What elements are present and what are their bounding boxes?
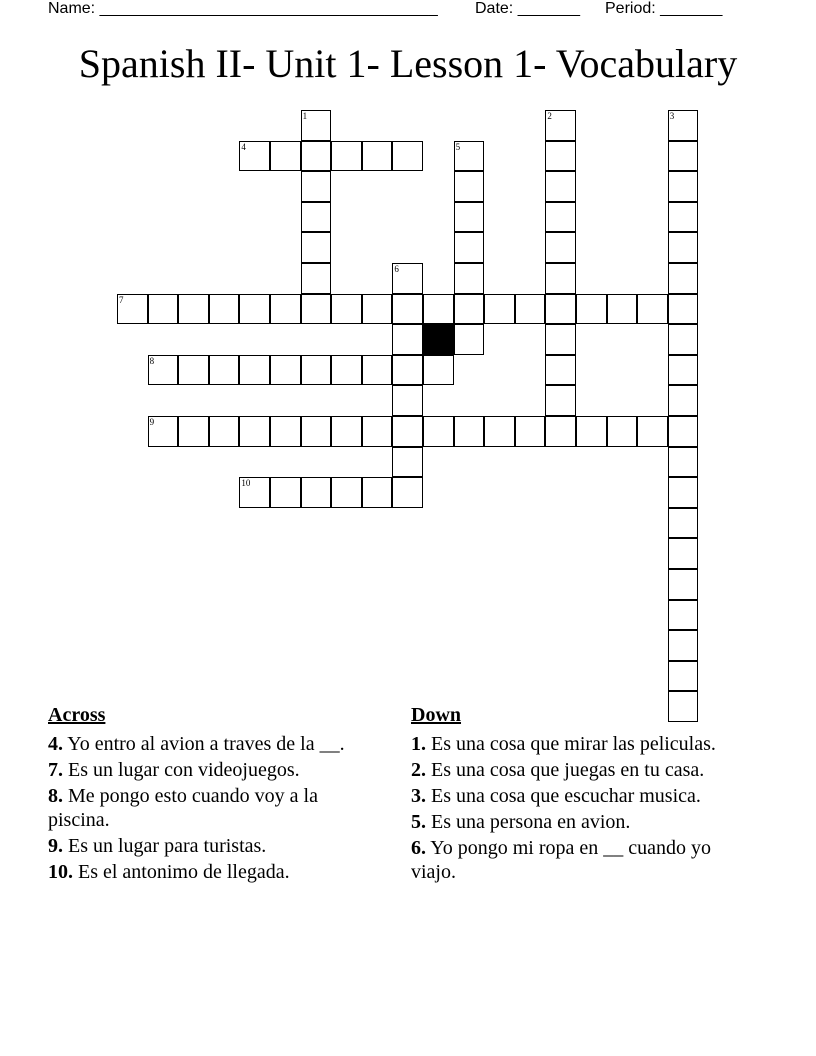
- clue-number-label: 1.: [411, 733, 426, 755]
- black-cell: [423, 324, 454, 355]
- crossword-cell[interactable]: [148, 416, 179, 447]
- crossword-cell[interactable]: [301, 355, 332, 386]
- crossword-cell[interactable]: [209, 416, 240, 447]
- clue-number-label: 4.: [48, 733, 63, 755]
- crossword-cell[interactable]: [545, 232, 576, 263]
- crossword-cell[interactable]: [209, 294, 240, 325]
- crossword-cell[interactable]: [607, 416, 638, 447]
- clue-number: 6: [394, 264, 399, 274]
- crossword-cell[interactable]: [239, 355, 270, 386]
- down-clue-list: [411, 732, 731, 884]
- crossword-cell[interactable]: [239, 294, 270, 325]
- crossword-cell[interactable]: [545, 416, 576, 447]
- crossword-cell[interactable]: [484, 294, 515, 325]
- crossword-cell[interactable]: [178, 416, 209, 447]
- crossword-cell[interactable]: [423, 355, 454, 386]
- crossword-cell[interactable]: [454, 202, 485, 233]
- clue-number-label: 9.: [48, 835, 63, 857]
- crossword-cell[interactable]: [301, 202, 332, 233]
- crossword-cell[interactable]: [301, 141, 332, 172]
- crossword-cell[interactable]: [545, 110, 576, 141]
- crossword-cell[interactable]: [454, 141, 485, 172]
- clue-number: 1: [302, 111, 308, 121]
- clue-number: 4: [241, 141, 246, 152]
- crossword-cell[interactable]: [331, 141, 362, 172]
- crossword-cell[interactable]: [270, 294, 301, 325]
- crossword-cell[interactable]: [515, 294, 546, 325]
- crossword-cell[interactable]: [239, 416, 270, 447]
- crossword-cell[interactable]: [362, 141, 393, 172]
- crossword-cell[interactable]: [545, 355, 576, 386]
- across-clue: [48, 732, 378, 756]
- clue-number: 8: [149, 355, 155, 366]
- crossword-cell[interactable]: [545, 385, 576, 416]
- crossword-cell[interactable]: [270, 141, 301, 172]
- crossword-cell[interactable]: [637, 294, 668, 325]
- across-clue: [48, 784, 378, 832]
- crossword-cell[interactable]: [668, 294, 699, 325]
- down-clue: [411, 732, 731, 756]
- across-clue: [48, 860, 378, 884]
- crossword-cell[interactable]: [545, 294, 576, 325]
- clue-text: Es una cosa que escuchar musica.: [426, 785, 701, 807]
- crossword-cell[interactable]: [668, 630, 699, 661]
- crossword-cell[interactable]: [668, 355, 699, 386]
- crossword-cell[interactable]: [148, 294, 179, 325]
- crossword-cell[interactable]: [270, 355, 301, 386]
- crossword-cell[interactable]: [239, 477, 270, 508]
- period-field-label: Period: _______: [605, 0, 723, 17]
- clue-text: Es una cosa que juegas en tu casa.: [426, 759, 705, 781]
- crossword-cell[interactable]: [392, 263, 423, 294]
- crossword-cell[interactable]: [148, 355, 179, 386]
- crossword-cell[interactable]: [668, 232, 699, 263]
- clue-text: Es un lugar con videojuegos.: [63, 759, 300, 781]
- crossword-cell[interactable]: [668, 569, 699, 600]
- crossword-cell[interactable]: [301, 294, 332, 325]
- down-clues: [411, 702, 731, 886]
- clue-text: Me pongo esto cuando voy a la piscina.: [48, 785, 318, 831]
- clue-text: Yo pongo mi ropa en __ cuando yo viajo.: [411, 837, 711, 883]
- crossword-cell[interactable]: [209, 355, 240, 386]
- crossword-cell[interactable]: [362, 355, 393, 386]
- crossword-cell[interactable]: [637, 416, 668, 447]
- crossword-cell[interactable]: [668, 477, 699, 508]
- clue-number-label: 7.: [48, 759, 63, 781]
- crossword-cell[interactable]: [668, 661, 699, 692]
- crossword-cell[interactable]: [668, 110, 699, 141]
- clue-number: 9: [149, 417, 155, 427]
- clue-number: 10: [241, 478, 251, 489]
- crossword-cell[interactable]: [331, 355, 362, 386]
- clue-number-label: 2.: [411, 759, 426, 781]
- crossword-cell[interactable]: [668, 600, 699, 631]
- crossword-cell[interactable]: [454, 232, 485, 263]
- crossword-cell[interactable]: [423, 294, 454, 325]
- clue-number-label: 6.: [411, 837, 426, 859]
- crossword-cell[interactable]: [331, 416, 362, 447]
- crossword-cell[interactable]: [484, 416, 515, 447]
- clue-number-label: 8.: [48, 785, 63, 807]
- crossword-cell[interactable]: [668, 538, 699, 569]
- crossword-cell[interactable]: [331, 477, 362, 508]
- crossword-cell[interactable]: [392, 141, 423, 172]
- clue-text: Yo entro al avion a traves de la __.: [63, 733, 345, 755]
- crossword-cell[interactable]: [607, 294, 638, 325]
- crossword-cell[interactable]: [454, 324, 485, 355]
- down-clue: [411, 810, 731, 834]
- crossword-cell[interactable]: [454, 294, 485, 325]
- crossword-cell[interactable]: [301, 171, 332, 202]
- clue-number: 3: [669, 111, 675, 121]
- crossword-cell[interactable]: [392, 416, 423, 447]
- crossword-cell[interactable]: [454, 171, 485, 202]
- crossword-cell[interactable]: [668, 416, 699, 447]
- crossword-cell[interactable]: [668, 324, 699, 355]
- crossword-cell[interactable]: [392, 385, 423, 416]
- across-clues: [48, 702, 378, 886]
- crossword-cell[interactable]: [668, 141, 699, 172]
- crossword-cell[interactable]: [301, 477, 332, 508]
- date-field-label: Date: _______: [475, 0, 580, 17]
- crossword-cell[interactable]: [545, 171, 576, 202]
- crossword-cell[interactable]: [668, 385, 699, 416]
- name-field-label: Name: ______________________________________: [48, 0, 438, 17]
- crossword-cell[interactable]: [301, 232, 332, 263]
- crossword-cell[interactable]: [331, 294, 362, 325]
- crossword-cell[interactable]: [301, 416, 332, 447]
- crossword-cell[interactable]: [362, 416, 393, 447]
- crossword-cell[interactable]: [545, 263, 576, 294]
- clue-number-label: 10.: [48, 861, 73, 883]
- crossword-cell[interactable]: [668, 202, 699, 233]
- clue-number-label: 5.: [411, 811, 426, 833]
- crossword-cell[interactable]: [515, 416, 546, 447]
- crossword-cell[interactable]: [423, 416, 454, 447]
- crossword-cell[interactable]: [392, 324, 423, 355]
- across-clue: [48, 834, 378, 858]
- crossword-cell[interactable]: [576, 416, 607, 447]
- crossword-cell[interactable]: [392, 294, 423, 325]
- crossword-cell[interactable]: [270, 477, 301, 508]
- crossword-cell[interactable]: [392, 355, 423, 386]
- clue-number-label: 3.: [411, 785, 426, 807]
- down-clue: [411, 784, 731, 808]
- clue-text: Es una cosa que mirar las peliculas.: [426, 733, 716, 755]
- clue-number: 7: [119, 294, 124, 305]
- crossword-cell[interactable]: [362, 477, 393, 508]
- clue-number: 2: [547, 111, 552, 121]
- crossword-cell[interactable]: [362, 294, 393, 325]
- crossword-cell[interactable]: [301, 263, 332, 294]
- crossword-cell[interactable]: [668, 263, 699, 294]
- across-clue: [48, 758, 378, 782]
- crossword-cell[interactable]: [270, 416, 301, 447]
- crossword-cell[interactable]: [454, 416, 485, 447]
- across-heading: Across: [48, 704, 106, 726]
- crossword-cell[interactable]: [576, 294, 607, 325]
- clue-number: 5: [455, 141, 461, 152]
- across-clue-list: [48, 732, 378, 884]
- crossword-cell[interactable]: [178, 355, 209, 386]
- crossword-cell[interactable]: [545, 141, 576, 172]
- clue-text: Es el antonimo de llegada.: [73, 861, 290, 883]
- crossword-cell[interactable]: [392, 477, 423, 508]
- down-heading: Down: [411, 704, 462, 726]
- crossword-cell[interactable]: [117, 294, 148, 325]
- crossword-cell[interactable]: [668, 508, 699, 539]
- clue-text: Es un lugar para turistas.: [63, 835, 267, 857]
- crossword-cell[interactable]: [392, 447, 423, 478]
- down-clue: [411, 836, 731, 884]
- crossword-cell[interactable]: [668, 171, 699, 202]
- clue-text: Es una persona en avion.: [426, 811, 631, 833]
- header-fields: [48, 0, 768, 20]
- crossword-cell[interactable]: [454, 263, 485, 294]
- crossword-cell[interactable]: [668, 447, 699, 478]
- crossword-cell[interactable]: [301, 110, 332, 141]
- crossword-cell[interactable]: [239, 141, 270, 172]
- crossword-cell[interactable]: [178, 294, 209, 325]
- crossword-cell[interactable]: [545, 324, 576, 355]
- page-title: Spanish II- Unit 1- Lesson 1- Vocabulary: [78, 41, 738, 86]
- crossword-cell[interactable]: [545, 202, 576, 233]
- down-clue: [411, 758, 731, 782]
